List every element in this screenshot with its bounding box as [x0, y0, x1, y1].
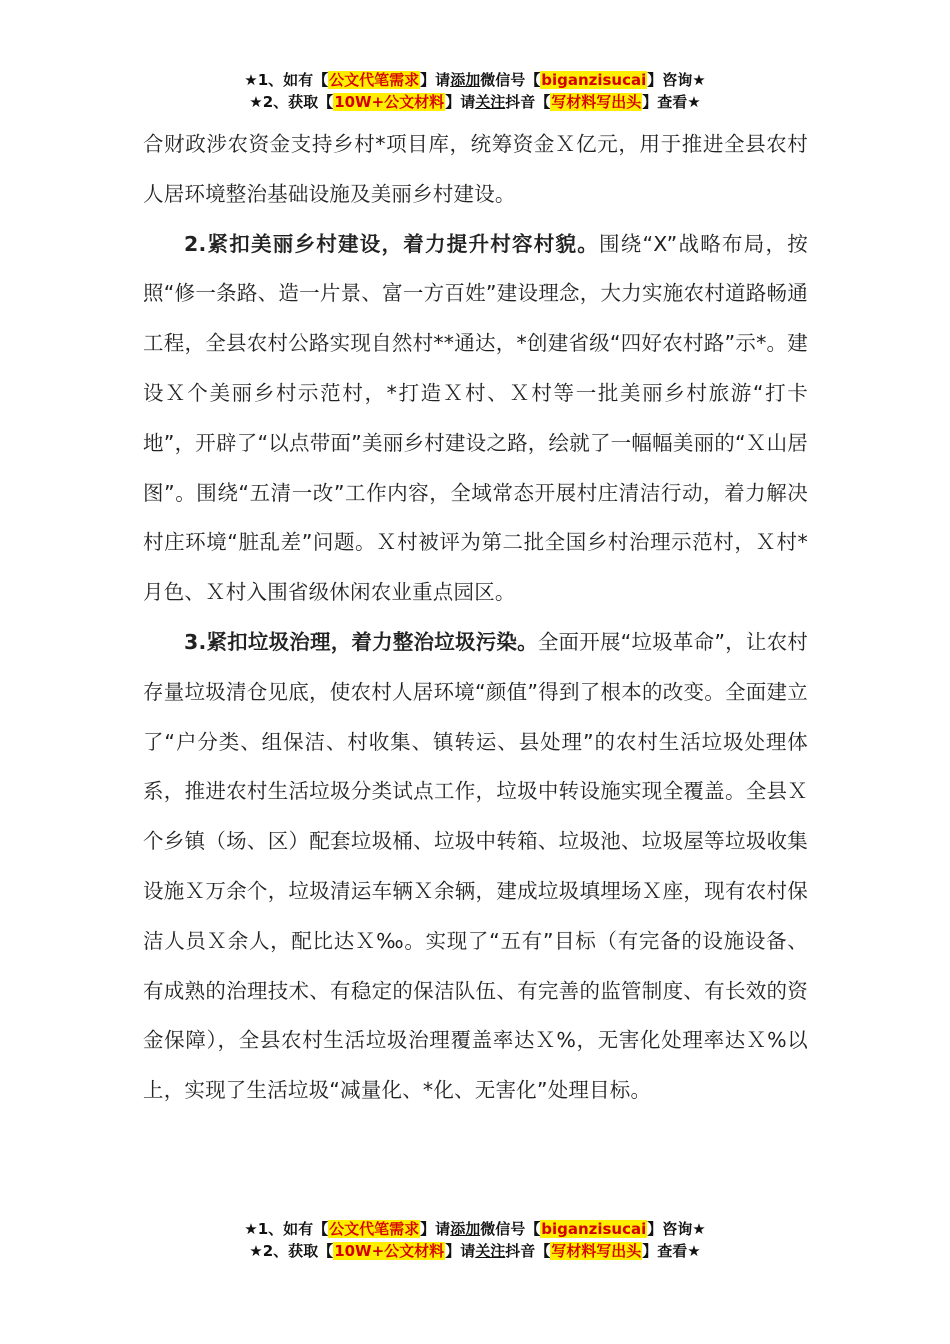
paragraph-continuation: 合财政涉农资金支持乡村*项目库，统筹资金Ｘ亿元，用于推进全县农村人居环境整治基础设施及美丽乡村建设。 [143, 132, 808, 206]
banner-highlight: 10W+公文材料 [334, 1242, 445, 1260]
banner-wechat-id: biganzisucai [541, 71, 647, 89]
banner-line-1: ★1、如有【公文代笔需求】请添加微信号【biganzisucai】咨询★ [244, 1220, 706, 1238]
footer-banner [0, 1218, 950, 1262]
paragraph-heading: 3.紧扣垃圾治理，着力整治垃圾污染。 [184, 629, 538, 654]
banner-line-2: ★2、获取【10W+公文材料】请关注抖音【写材料写出头】查看★ [249, 93, 701, 111]
paragraph-heading: 2.紧扣美丽乡村建设，着力提升村容村貌。 [184, 231, 599, 256]
banner-highlight: 10W+公文材料 [334, 93, 445, 111]
document-body [143, 120, 808, 1116]
banner-douyin-id: 写材料写出头 [551, 93, 642, 111]
header-banner [0, 69, 950, 113]
banner-highlight: 公文代笔需求 [329, 71, 420, 89]
paragraph-garbage-governance: 3.紧扣垃圾治理，着力整治垃圾污染。全面开展“垃圾革命”，让农村存量垃圾清仓见底，使农村人居环境“颜值”得到了根本的改变。全面建立了“户分类、组保洁、村收集、镇转运、县处理”的农村生活垃圾处理体系，推进农村生活垃圾分类试点工作，垃圾中转设施实现全覆盖。全县Ｘ个乡镇（场、区）配套垃圾桶、垃圾中转箱、垃圾池、垃圾屋等垃圾收集设施Ｘ万余个，垃圾清运车辆Ｘ余辆，建成垃圾填埋场Ｘ座，现有农村保洁人员Ｘ余人，配比达Ｘ‰。实现了“五有”目标（有完备的设施设备、有成熟的治理技术、有稳定的保洁队伍、有完善的监管制度、有长效的资金保障），全县农村生活垃圾治理覆盖率达Ｘ%，无害化处理率达Ｘ%以上，实现了生活垃圾“减量化、*化、无害化”处理目标。 [143, 629, 808, 1103]
banner-highlight: 公文代笔需求 [329, 1220, 420, 1238]
banner-line-2: ★2、获取【10W+公文材料】请关注抖音【写材料写出头】查看★ [249, 1242, 701, 1260]
banner-line-1: ★1、如有【公文代笔需求】请添加微信号【biganzisucai】咨询★ [244, 71, 706, 89]
paragraph-beautiful-village: 2.紧扣美丽乡村建设，着力提升村容村貌。围绕“X”战略布局，按照“修一条路、造一片景、富一方百姓”建设理念，大力实施农村道路畅通工程，全县农村公路实现自然村**通达，*创建省级“四好农村路”示*。建设Ｘ个美丽乡村示范村，*打造Ｘ村、Ｘ村等一批美丽乡村旅游“打卡地”，开辟了“以点带面”美丽乡村建设之路，绘就了一幅幅美丽的“Ｘ山居图”。围绕“五清一改”工作内容，全域常态开展村庄清洁行动，着力解决村庄环境“脏乱差”问题。Ｘ村被评为第二批全国乡村治理示范村，Ｘ村*月色、Ｘ村入围省级休闲农业重点园区。 [143, 231, 808, 605]
banner-douyin-id: 写材料写出头 [551, 1242, 642, 1260]
banner-wechat-id: biganzisucai [541, 1220, 647, 1238]
